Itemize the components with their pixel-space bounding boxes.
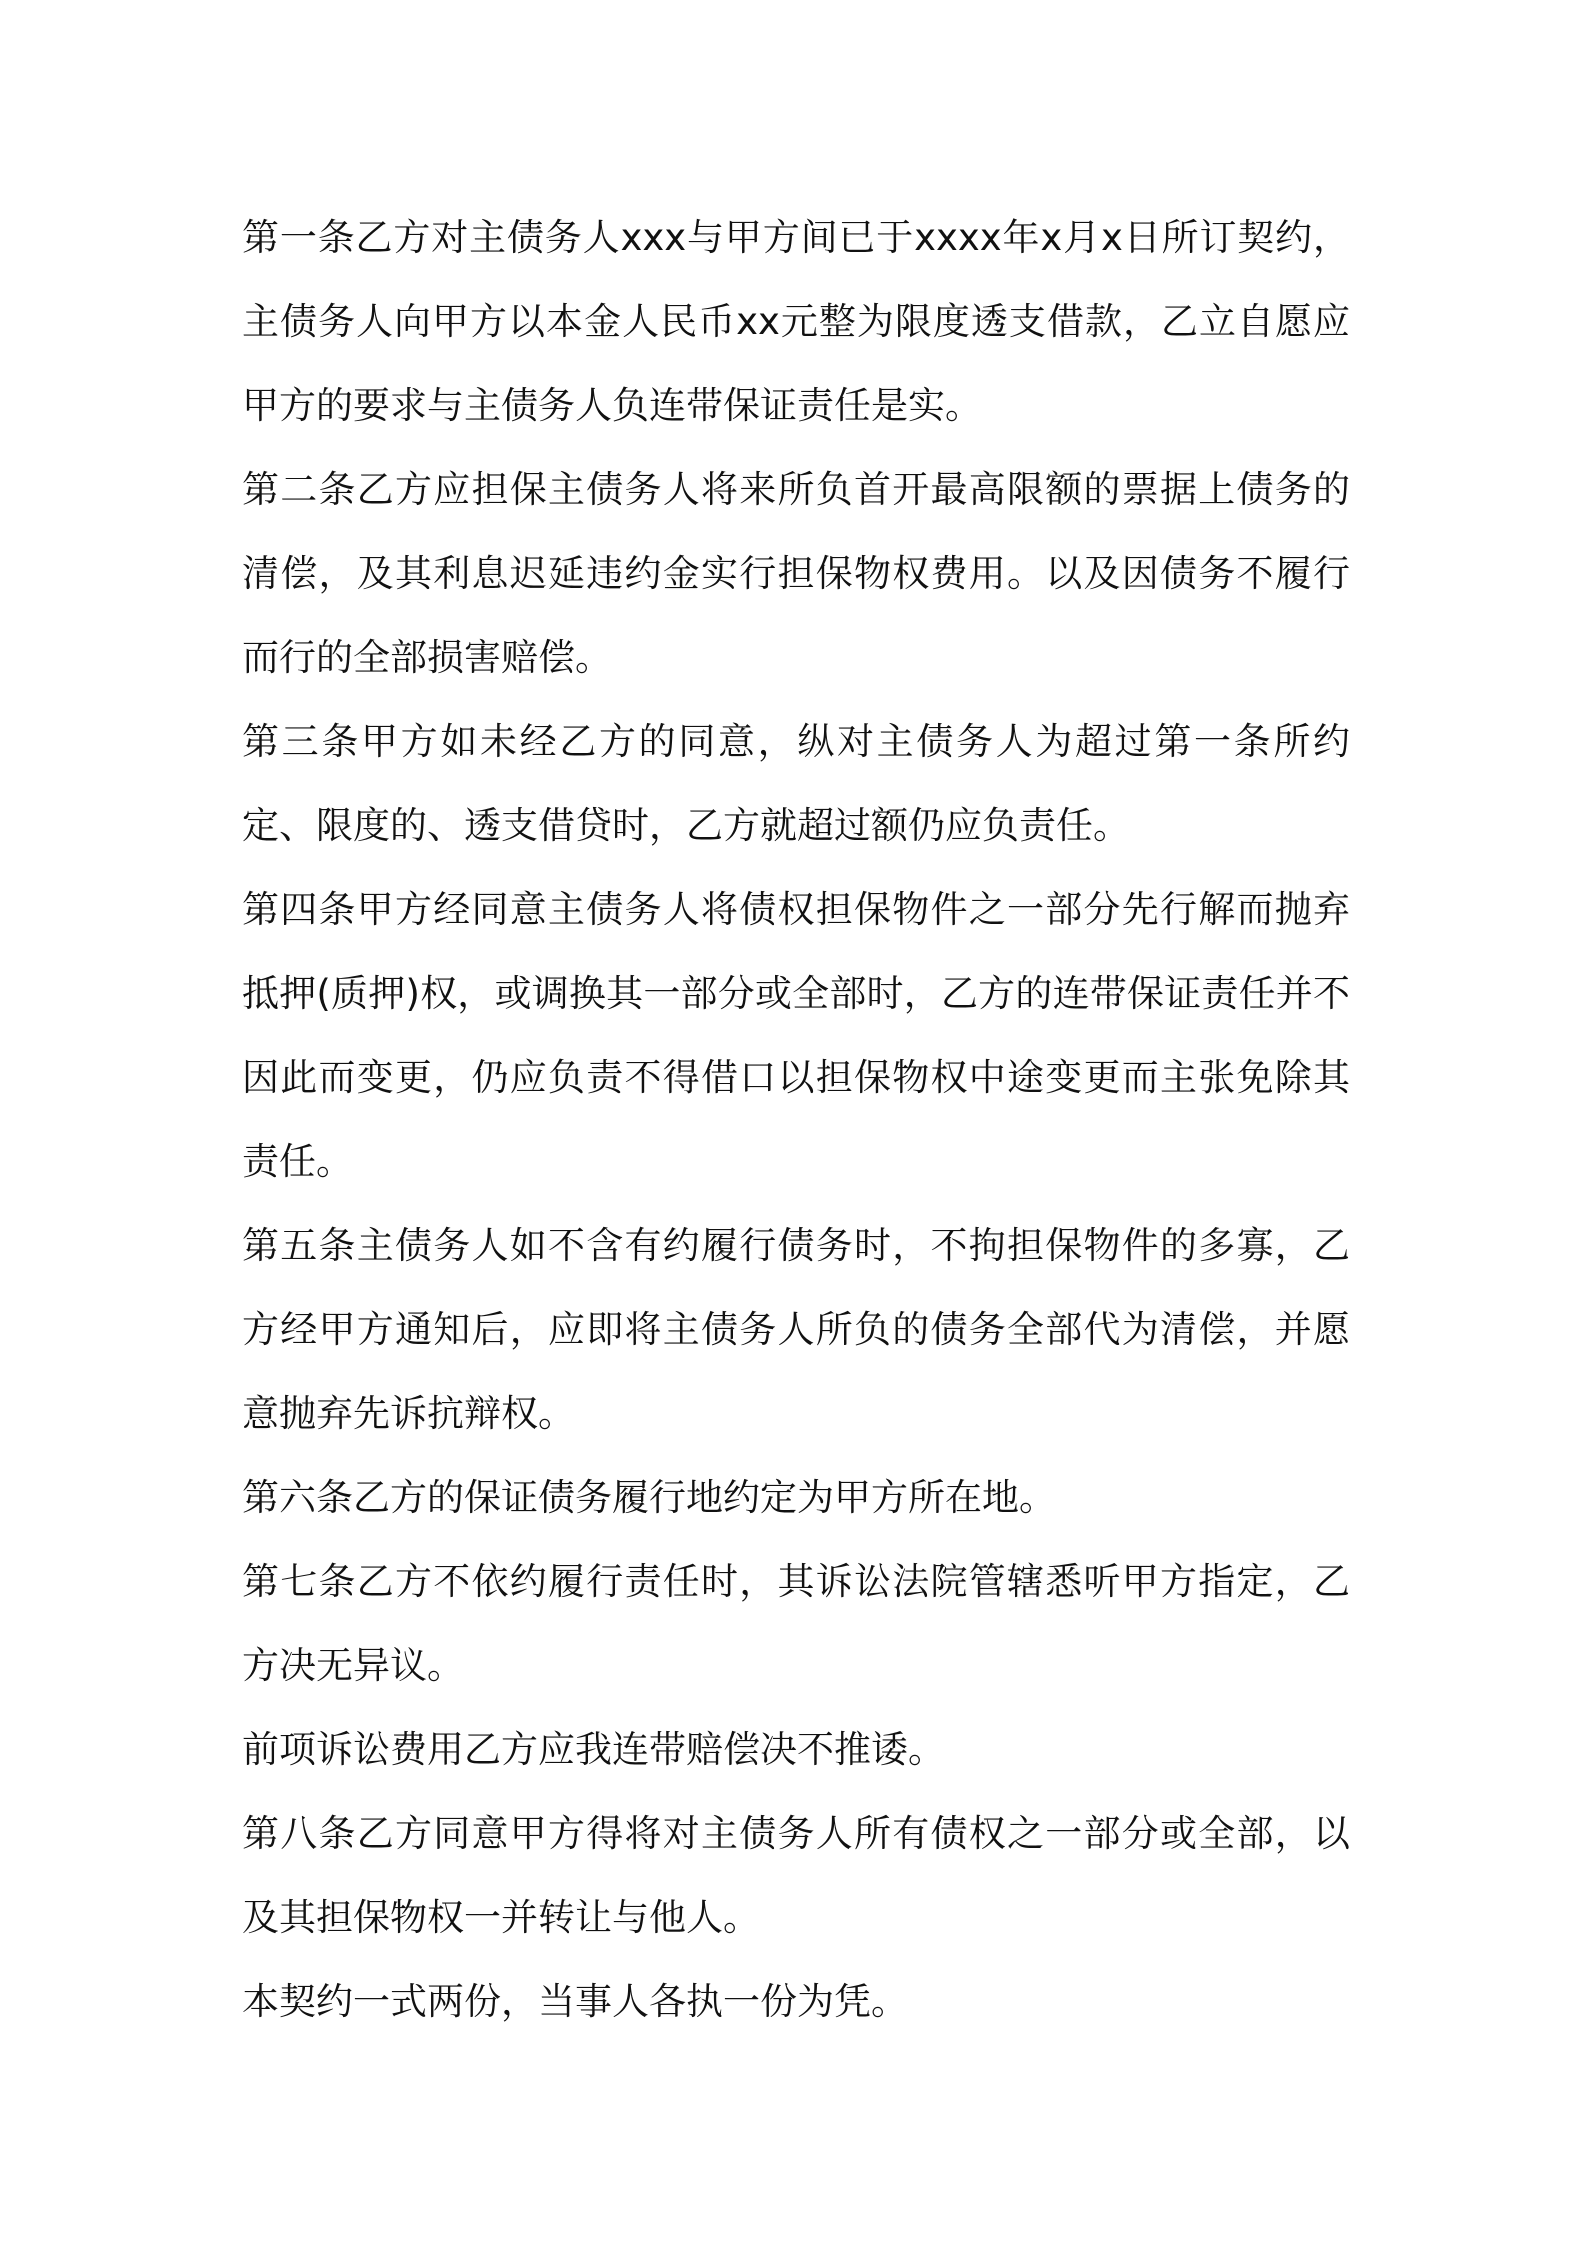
article-5: 第五条主债务人如不含有约履行债务时，不拘担保物件的多寡，乙方经甲方通知后，应即将主债务人所负的债务全部代为清偿，并愿意抛弃先诉抗辩权。 xyxy=(242,1224,1350,1435)
article-6: 第六条乙方的保证债务履行地约定为甲方所在地。 xyxy=(242,1476,1056,1519)
article-2: 第二条乙方应担保主债务人将来所负首开最高限额的票据上债务的清偿，及其利息迟延违约金实行担保物权费用。以及因债务不履行而行的全部损害赔偿。 xyxy=(242,468,1350,679)
article-7: 第七条乙方不依约履行责任时，其诉讼法院管辖悉听甲方指定，乙方决无异议。 xyxy=(242,1560,1350,1687)
article-4: 第四条甲方经同意主债务人将债权担保物件之一部分先行解而抛弃抵押(质押)权，或调换其一部分或全部时，乙方的连带保证责任并不因此而变更，仍应负责不得借口以担保物权中途变更而主张免除其责任。 xyxy=(242,888,1350,1183)
document-body xyxy=(242,196,1350,2044)
closing-clause: 本契约一式两份，当事人各执一份为凭。 xyxy=(242,1980,908,2023)
article-1: 第一条乙方对主债务人xxx与甲方间已于xxxx年x月x日所订契约，主债务人向甲方以本金人民币xx元整为限度透支借款，乙立自愿应甲方的要求与主债务人负连带保证责任是实。 xyxy=(242,216,1350,427)
article-8: 第八条乙方同意甲方得将对主债务人所有债权之一部分或全部，以及其担保物权一并转让与他人。 xyxy=(242,1812,1350,1939)
article-7-supplement: 前项诉讼费用乙方应我连带赔偿决不推诿。 xyxy=(242,1728,945,1771)
article-3: 第三条甲方如未经乙方的同意，纵对主债务人为超过第一条所约定、限度的、透支借贷时，乙方就超过额仍应负责任。 xyxy=(242,720,1350,847)
